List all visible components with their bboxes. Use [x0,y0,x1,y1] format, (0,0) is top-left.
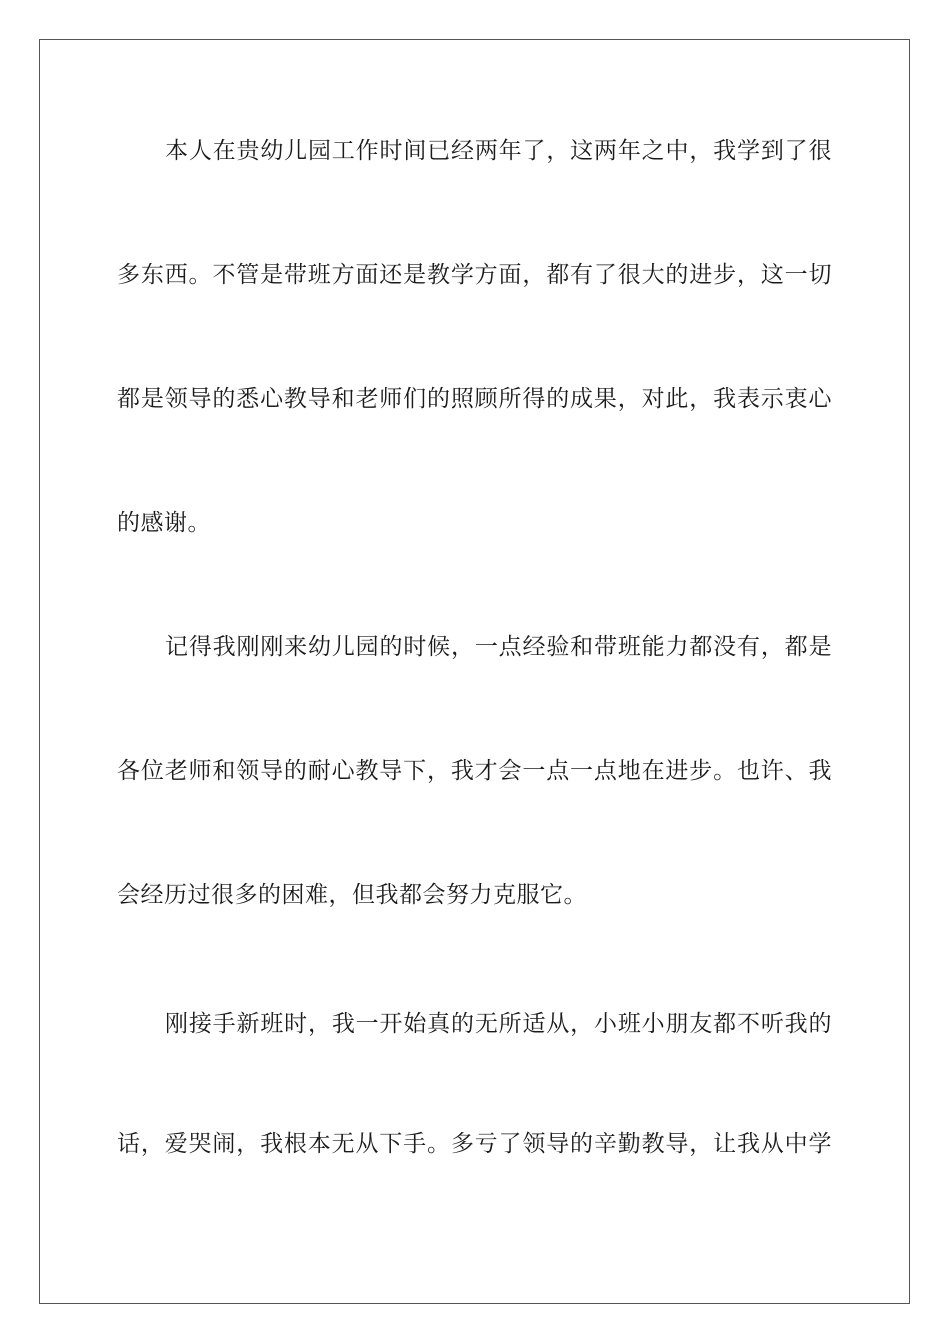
document-page [39,39,910,1304]
paragraph-1-line-4: 的感谢。 [117,510,211,536]
paragraph-2-line-2: 各位老师和领导的耐心教导下，我才会一点一点地在进步。也许、我 [117,758,832,784]
paragraph-1-line-3: 都是领导的悉心教导和老师们的照顾所得的成果，对此，我表示衷心 [117,386,832,412]
paragraph-2-line-3: 会经历过很多的困难，但我都会努力克服它。 [117,882,587,908]
paragraph-2-line-1: 记得我刚刚来幼儿园的时候，一点经验和带班能力都没有，都是 [165,634,832,660]
paragraph-1-line-1: 本人在贵幼儿园工作时间已经两年了，这两年之中，我学到了很 [165,138,832,164]
paragraph-1-line-2: 多东西。不管是带班方面还是教学方面，都有了很大的进步，这一切 [117,262,832,288]
paragraph-3-line-1: 刚接手新班时，我一开始真的无所适从，小班小朋友都不听我的 [165,1011,832,1037]
paragraph-3-line-2: 话，爱哭闹，我根本无从下手。多亏了领导的辛勤教导，让我从中学 [117,1131,832,1157]
